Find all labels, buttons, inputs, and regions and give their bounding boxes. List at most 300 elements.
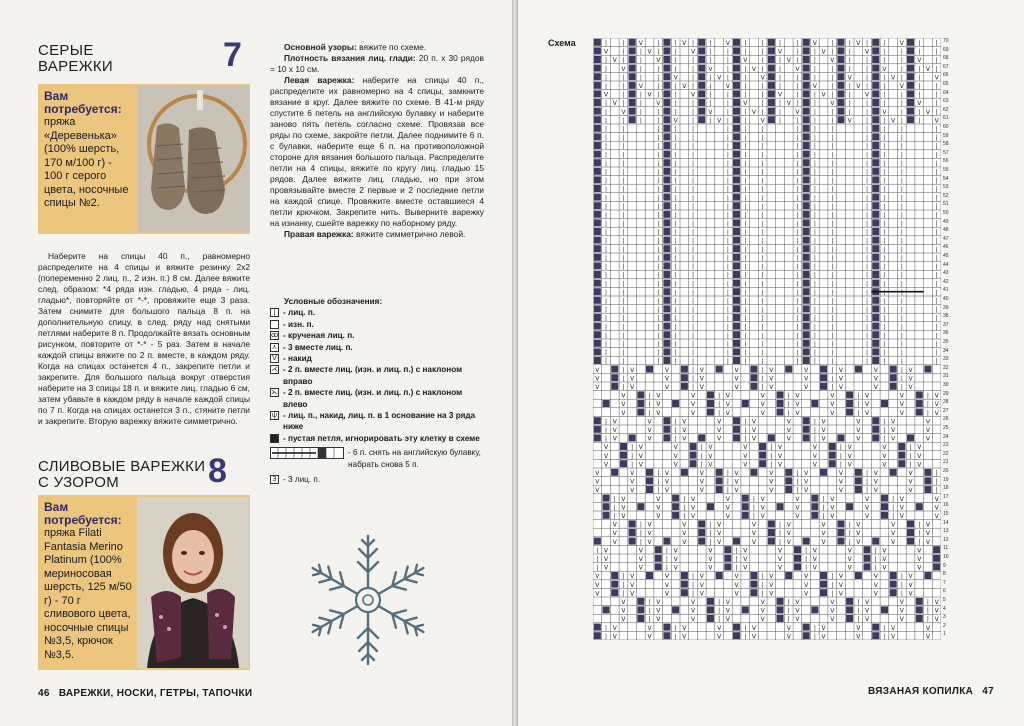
- chart-cell-filled: [777, 606, 784, 613]
- legend-symbol-icon: ⋌: [271, 366, 278, 374]
- chart-cell-symbol: |: [900, 186, 903, 194]
- chart-cell-symbol: |: [605, 65, 608, 73]
- chart-cell-filled: [594, 125, 601, 132]
- chart-cell-symbol: |: [726, 134, 729, 142]
- chart-cell-symbol: |: [831, 272, 834, 280]
- chart-cell-symbol: |: [622, 237, 625, 245]
- chart-cell-filled: [603, 495, 610, 502]
- chart-cell-symbol: V: [856, 435, 861, 443]
- chart-cell-filled: [594, 417, 601, 424]
- chart-cell-symbol: V: [603, 48, 609, 56]
- chart-cell-symbol: V: [682, 624, 687, 632]
- chart-cell-filled: [733, 280, 740, 287]
- chart-cell-symbol: |: [831, 590, 834, 598]
- chart-cell-symbol: V: [603, 444, 609, 452]
- chart-cell-symbol: |: [831, 160, 834, 168]
- legend-item: [270, 353, 484, 364]
- chart-cell-symbol: |: [935, 272, 938, 280]
- chart-cell-symbol: V: [925, 530, 931, 538]
- chart-cell-symbol: V: [630, 366, 635, 374]
- chart-cell-symbol: |: [622, 212, 625, 219]
- chart-cell-filled: [594, 133, 601, 140]
- chart-cell-filled: [733, 417, 740, 424]
- chart-cell-symbol: |: [883, 74, 886, 82]
- chart-cell-symbol: V: [777, 452, 783, 460]
- chart-cell-symbol: |: [761, 220, 764, 228]
- chart-cell-filled: [733, 90, 740, 97]
- chart-cell-symbol: |: [796, 272, 799, 280]
- chart-cell-symbol: |: [900, 263, 903, 271]
- chart-cell-symbol: |: [622, 349, 625, 357]
- chart-cell-symbol: |: [605, 418, 608, 426]
- chart-cell-filled: [803, 331, 810, 338]
- chart-cell-symbol: |: [831, 186, 834, 194]
- chart-cell-filled: [690, 443, 697, 450]
- chart-cell-symbol: |: [900, 306, 903, 314]
- chart-cell-symbol: |: [892, 513, 895, 520]
- chart-cell-symbol: V: [925, 65, 931, 73]
- chart-cell-symbol: V: [647, 530, 652, 538]
- chart-cell-filled: [663, 288, 670, 295]
- chart-cell-symbol: V: [838, 573, 844, 581]
- chart-cell-filled: [663, 176, 670, 183]
- chart-cell-symbol: V: [891, 74, 896, 82]
- chart-cell-filled: [698, 90, 705, 97]
- chart-cell-filled: [803, 538, 810, 545]
- chart-cell-symbol: |: [813, 237, 816, 245]
- chart-cell-symbol: V: [769, 478, 774, 486]
- chart-cell-filled: [611, 374, 618, 381]
- chart-cell-filled: [759, 452, 766, 459]
- chart-cell-symbol: |: [657, 298, 660, 305]
- chart-cell-filled: [872, 159, 879, 166]
- chart-cell-symbol: |: [831, 263, 834, 271]
- chart-cell-symbol: |: [848, 538, 851, 546]
- chart-cell-symbol: |: [605, 624, 608, 632]
- chart-cell-symbol: |: [935, 100, 938, 108]
- chart-cell-symbol: |: [726, 315, 729, 323]
- chart-cell-filled: [594, 90, 601, 97]
- row-number: 17: [943, 493, 949, 500]
- chart-cell-symbol: V: [838, 590, 844, 598]
- chart-cell-filled: [829, 452, 836, 459]
- chart-cell-filled: [663, 323, 670, 330]
- chart-cell-symbol: |: [674, 315, 677, 323]
- chart-cell-symbol: V: [804, 581, 809, 589]
- chart-cell-symbol: |: [657, 117, 660, 125]
- chart-cell-symbol: V: [708, 65, 713, 73]
- chart-cell-symbol: V: [760, 513, 765, 520]
- chart-cell-symbol: |: [622, 126, 625, 133]
- chart-cell-symbol: |: [674, 40, 677, 47]
- chart-cell-symbol: V: [925, 633, 931, 640]
- chart-cell-symbol: |: [709, 100, 712, 108]
- chart-cell-filled: [733, 237, 740, 244]
- chart-cell-symbol: |: [866, 315, 869, 323]
- chart-cell-filled: [594, 305, 601, 312]
- chart-cell-symbol: |: [639, 100, 642, 108]
- chart-cell-filled: [629, 82, 636, 89]
- chart-cell-symbol: |: [605, 332, 608, 340]
- chart-cell-filled: [803, 314, 810, 321]
- chart-cell-symbol: |: [648, 616, 651, 624]
- row-number: 57: [943, 149, 949, 156]
- chart-cell-symbol: V: [856, 427, 861, 434]
- chart-cell-symbol: V: [751, 521, 757, 529]
- chart-cell-filled: [698, 520, 705, 527]
- chart-cell-symbol: |: [744, 203, 747, 211]
- chart-cell-symbol: |: [866, 306, 869, 314]
- chart-cell-symbol: V: [638, 452, 643, 460]
- chart-cell-symbol: |: [674, 177, 677, 185]
- chart-cell-symbol: V: [856, 521, 861, 529]
- chart-cell-symbol: |: [813, 280, 816, 288]
- chart-cell-symbol: |: [605, 108, 608, 116]
- chart-cell-filled: [603, 503, 610, 510]
- chart-cell-symbol: |: [657, 65, 660, 73]
- chart-cell-symbol: |: [622, 151, 625, 159]
- chart-cell-symbol: V: [917, 100, 922, 108]
- chart-cell-symbol: V: [630, 384, 635, 391]
- chart-cell-symbol: |: [796, 315, 799, 323]
- chart-cell-symbol: V: [638, 461, 643, 469]
- chart-cell-filled: [803, 305, 810, 312]
- chart-cell-symbol: |: [761, 573, 764, 581]
- chart-cell-symbol: V: [847, 556, 852, 563]
- chart-cell-symbol: |: [935, 487, 938, 495]
- chart-cell-symbol: V: [864, 513, 870, 520]
- chart-cell-symbol: V: [638, 556, 643, 563]
- chart-cell-symbol: V: [864, 599, 870, 606]
- chart-cell-filled: [803, 133, 810, 140]
- chart-cell-symbol: |: [648, 401, 651, 409]
- chart-cell-symbol: V: [908, 470, 913, 477]
- chart-cell-symbol: |: [674, 255, 677, 262]
- chart-cell-symbol: V: [812, 83, 817, 90]
- chart-cell-symbol: |: [605, 220, 608, 228]
- chart-cell-symbol: V: [838, 478, 844, 486]
- chart-cell-symbol: |: [831, 212, 834, 219]
- chart-cell-symbol: |: [866, 40, 869, 47]
- chart-cell-symbol: |: [605, 169, 608, 176]
- chart-cell-symbol: |: [657, 108, 660, 116]
- chart-cell-filled: [733, 357, 740, 364]
- chart-cell-symbol: |: [866, 194, 869, 202]
- chart-cell-filled: [803, 288, 810, 295]
- chart-cell-symbol: |: [605, 263, 608, 271]
- chart-cell-filled: [629, 529, 636, 536]
- chart-cell-symbol: V: [908, 590, 913, 598]
- chart-cell-symbol: V: [786, 521, 791, 529]
- chart-cell-symbol: |: [744, 349, 747, 357]
- row-number: 26: [943, 416, 949, 423]
- chart-cell-symbol: |: [605, 194, 608, 202]
- chart-cell-filled: [803, 271, 810, 278]
- chart-cell-filled: [785, 486, 792, 493]
- chart-cell-symbol: |: [622, 48, 625, 56]
- chart-cell-symbol: V: [734, 590, 739, 598]
- chart-cell-filled: [803, 434, 810, 441]
- chart-cell-symbol: V: [873, 470, 878, 477]
- chart-cell-symbol: |: [692, 306, 695, 314]
- chart-cell-symbol: |: [883, 143, 886, 151]
- chart-cell-symbol: |: [813, 117, 816, 125]
- chart-cell-symbol: V: [934, 392, 939, 400]
- chart-cell-symbol: V: [638, 444, 643, 452]
- chart-cell-symbol: |: [639, 530, 642, 538]
- chart-cell-symbol: |: [761, 246, 764, 254]
- chart-cell-symbol: |: [639, 538, 642, 546]
- chart-cell-symbol: V: [777, 564, 783, 572]
- chart-cell-symbol: |: [813, 358, 816, 366]
- chart-cell-symbol: |: [622, 581, 625, 589]
- legend-item: [270, 410, 484, 433]
- chart-cell-filled: [872, 202, 879, 209]
- page-number: 47: [982, 686, 994, 697]
- chart-cell-symbol: |: [900, 298, 903, 305]
- chart-cell-symbol: V: [656, 100, 661, 108]
- chart-cell-symbol: |: [918, 117, 921, 125]
- chart-cell-symbol: V: [717, 418, 722, 426]
- chart-cell-symbol: V: [925, 427, 931, 434]
- chart-cell-symbol: V: [908, 375, 913, 383]
- chart-cell-filled: [872, 73, 879, 80]
- chart-cell-filled: [655, 546, 662, 553]
- chart-cell-filled: [611, 572, 618, 579]
- chart-cell-symbol: V: [847, 444, 852, 452]
- chart-cell-symbol: V: [908, 366, 913, 374]
- chart-cell-symbol: |: [866, 487, 869, 495]
- chart-cell-filled: [811, 400, 818, 407]
- chart-cell-filled: [742, 400, 749, 407]
- chart-cell-symbol: V: [612, 427, 617, 434]
- chart-cell-symbol: |: [726, 151, 729, 159]
- row-number: 20: [943, 468, 949, 474]
- chart-cell-filled: [733, 288, 740, 295]
- chart-cell-symbol: |: [796, 255, 799, 262]
- chart-cell-symbol: |: [744, 237, 747, 245]
- chart-cell-symbol: |: [866, 332, 869, 340]
- chart-cell-filled: [907, 99, 914, 106]
- chart-cell-symbol: |: [813, 126, 816, 133]
- chart-cell-symbol: |: [813, 91, 816, 99]
- chart-cell-symbol: V: [734, 470, 739, 477]
- chart-cell-filled: [733, 228, 740, 235]
- chart-cell-filled: [733, 624, 740, 631]
- chart-cell-symbol: |: [935, 91, 938, 99]
- chart-cell-symbol: |: [831, 169, 834, 176]
- chart-cell-symbol: V: [882, 547, 887, 555]
- chart-cell-filled: [803, 219, 810, 226]
- chart-cell-filled: [690, 452, 697, 459]
- chart-cell-filled: [733, 73, 740, 80]
- chart-cell-symbol: |: [744, 358, 747, 366]
- chart-cell-symbol: |: [674, 237, 677, 245]
- chart-cell-filled: [898, 452, 905, 459]
- chart-cell-filled: [663, 56, 670, 63]
- chart-cell-symbol: |: [744, 169, 747, 176]
- chart-cell-symbol: |: [787, 599, 790, 606]
- chart-cell-symbol: |: [883, 186, 886, 194]
- chart-cell-filled: [707, 503, 714, 510]
- chart-cell-symbol: |: [657, 323, 660, 331]
- chart-cell-symbol: |: [692, 57, 695, 65]
- chart-cell-symbol: V: [786, 633, 791, 640]
- chart-cell-symbol: |: [657, 203, 660, 211]
- chart-cell-symbol: V: [621, 616, 626, 624]
- chart-cell-symbol: V: [821, 435, 826, 443]
- chart-cell-symbol: V: [812, 564, 817, 572]
- chart-cell-filled: [890, 366, 897, 373]
- row-number: 18: [943, 485, 949, 492]
- chart-cell-symbol: |: [935, 263, 938, 271]
- chart-cell-symbol: |: [831, 289, 834, 297]
- chart-cell-symbol: |: [883, 134, 886, 142]
- chart-cell-symbol: V: [864, 401, 870, 409]
- chart-cell-symbol: |: [761, 349, 764, 357]
- legend-text: - 3 вместе лиц. п.: [283, 342, 353, 352]
- legend-title: Условные обозначения:: [284, 297, 383, 306]
- chart-cell-symbol: |: [761, 289, 764, 297]
- chart-cell-filled: [872, 632, 879, 639]
- chart-cell-symbol: |: [796, 289, 799, 297]
- pattern8-materials-box: [38, 495, 138, 670]
- chart-cell-symbol: |: [796, 246, 799, 254]
- chart-cell-filled: [698, 108, 705, 115]
- chart-cell-symbol: |: [892, 504, 895, 512]
- chart-cell-symbol: V: [673, 547, 678, 555]
- chart-cell-symbol: V: [838, 375, 844, 383]
- row-number: 67: [943, 63, 949, 70]
- chart-cell-filled: [681, 469, 688, 476]
- chart-cell-symbol: V: [734, 573, 739, 581]
- chart-cell-symbol: |: [900, 366, 903, 374]
- chart-cell-filled: [750, 366, 757, 373]
- chart-cell-symbol: |: [866, 126, 869, 133]
- chart-cell-symbol: V: [717, 624, 722, 632]
- chart-cell-symbol: |: [692, 375, 695, 383]
- chart-cell-filled: [803, 237, 810, 244]
- chart-cell-symbol: V: [786, 538, 791, 546]
- chart-cell-symbol: |: [935, 478, 938, 486]
- chart-cell-symbol: |: [813, 48, 816, 56]
- chart-cell-symbol: V: [838, 366, 844, 374]
- chart-cell-symbol: |: [735, 556, 738, 563]
- chart-cell-symbol: |: [926, 616, 929, 624]
- chart-cell-filled: [803, 297, 810, 304]
- chart-cell-symbol: |: [900, 177, 903, 185]
- chart-cell-symbol: |: [744, 272, 747, 280]
- chart-cell-filled: [759, 443, 766, 450]
- chart-cell-symbol: |: [909, 444, 912, 452]
- chart-cell-symbol: V: [682, 418, 687, 426]
- chart-cell-filled: [681, 572, 688, 579]
- chart-cell-symbol: |: [709, 538, 712, 546]
- chart-cell-symbol: |: [709, 40, 712, 47]
- chart-cell-filled: [924, 366, 931, 373]
- chart-cell-symbol: V: [899, 495, 904, 503]
- chart-cell-symbol: |: [787, 392, 790, 400]
- chart-cell-symbol: V: [682, 435, 687, 443]
- chart-cell-symbol: V: [708, 547, 713, 555]
- chart-cell-filled: [803, 176, 810, 183]
- chart-cell-symbol: V: [777, 547, 783, 555]
- chart-cell-filled: [629, 90, 636, 97]
- chart-cell-symbol: V: [882, 444, 887, 452]
- chart-cell-symbol: |: [883, 246, 886, 254]
- chart-cell-filled: [803, 426, 810, 433]
- chart-cell-symbol: V: [760, 409, 765, 417]
- chart-cell-symbol: |: [935, 349, 938, 357]
- chart-cell-symbol: V: [725, 504, 730, 512]
- chart-cell-filled: [663, 434, 670, 441]
- chart-cell-symbol: |: [605, 358, 608, 366]
- chart-cell-symbol: |: [744, 186, 747, 194]
- chart-cell-filled: [872, 305, 879, 312]
- chart-cell-filled: [750, 469, 757, 476]
- chart-cell-symbol: |: [779, 108, 782, 116]
- chart-cell-symbol: V: [603, 91, 609, 99]
- chart-cell-symbol: |: [813, 323, 816, 331]
- chart-cell-symbol: |: [631, 461, 634, 469]
- chart-cell-symbol: |: [674, 126, 677, 133]
- chart-cell-symbol: V: [656, 495, 661, 503]
- chart-cell-filled: [872, 211, 879, 218]
- chart-cell-symbol: |: [866, 177, 869, 185]
- row-number: 68: [943, 55, 949, 62]
- chart-cell-symbol: |: [779, 521, 782, 529]
- legend-item: [270, 330, 484, 341]
- chart-cell-filled: [907, 73, 914, 80]
- chart-cell-symbol: |: [692, 134, 695, 142]
- chart-cell-symbol: |: [657, 478, 660, 486]
- chart-cell-symbol: |: [657, 470, 660, 477]
- chart-cell-symbol: |: [744, 332, 747, 340]
- chart-cell-symbol: V: [734, 366, 739, 374]
- chart-cell-symbol: |: [657, 160, 660, 168]
- legend-symbol-icon: [270, 320, 279, 329]
- chart-label: Схема: [548, 38, 576, 48]
- chart-cell-symbol: |: [622, 341, 625, 348]
- chart-cell-symbol: |: [805, 547, 808, 555]
- chart-cell-symbol: |: [866, 280, 869, 288]
- chart-cell-filled: [785, 477, 792, 484]
- chart-cell-symbol: V: [786, 418, 791, 426]
- chart-cell-symbol: |: [857, 392, 860, 400]
- chart-cell-symbol: |: [674, 289, 677, 297]
- row-number: 40: [943, 296, 949, 302]
- chart-cell-symbol: V: [682, 427, 687, 434]
- chart-cell-symbol: V: [717, 521, 722, 529]
- chart-cell-filled: [663, 65, 670, 72]
- chart-cell-filled: [855, 477, 862, 484]
- chart-cell-symbol: |: [866, 203, 869, 211]
- row-number: 28: [943, 399, 949, 406]
- chart-cell-symbol: |: [613, 513, 616, 520]
- chart-cell-filled: [698, 538, 705, 545]
- chart-cell-symbol: V: [804, 366, 809, 374]
- chart-cell-symbol: V: [830, 100, 835, 108]
- row-number: 59: [943, 132, 949, 139]
- chart-cell-symbol: |: [657, 143, 660, 151]
- chart-cell-symbol: |: [848, 521, 851, 529]
- chart-cell-symbol: |: [726, 341, 729, 348]
- chart-cell-symbol: |: [831, 246, 834, 254]
- chart-cell-filled: [864, 563, 871, 570]
- chart-cell-symbol: V: [612, 624, 617, 632]
- chart-cell-symbol: V: [717, 633, 722, 640]
- chart-cell-symbol: |: [674, 57, 677, 65]
